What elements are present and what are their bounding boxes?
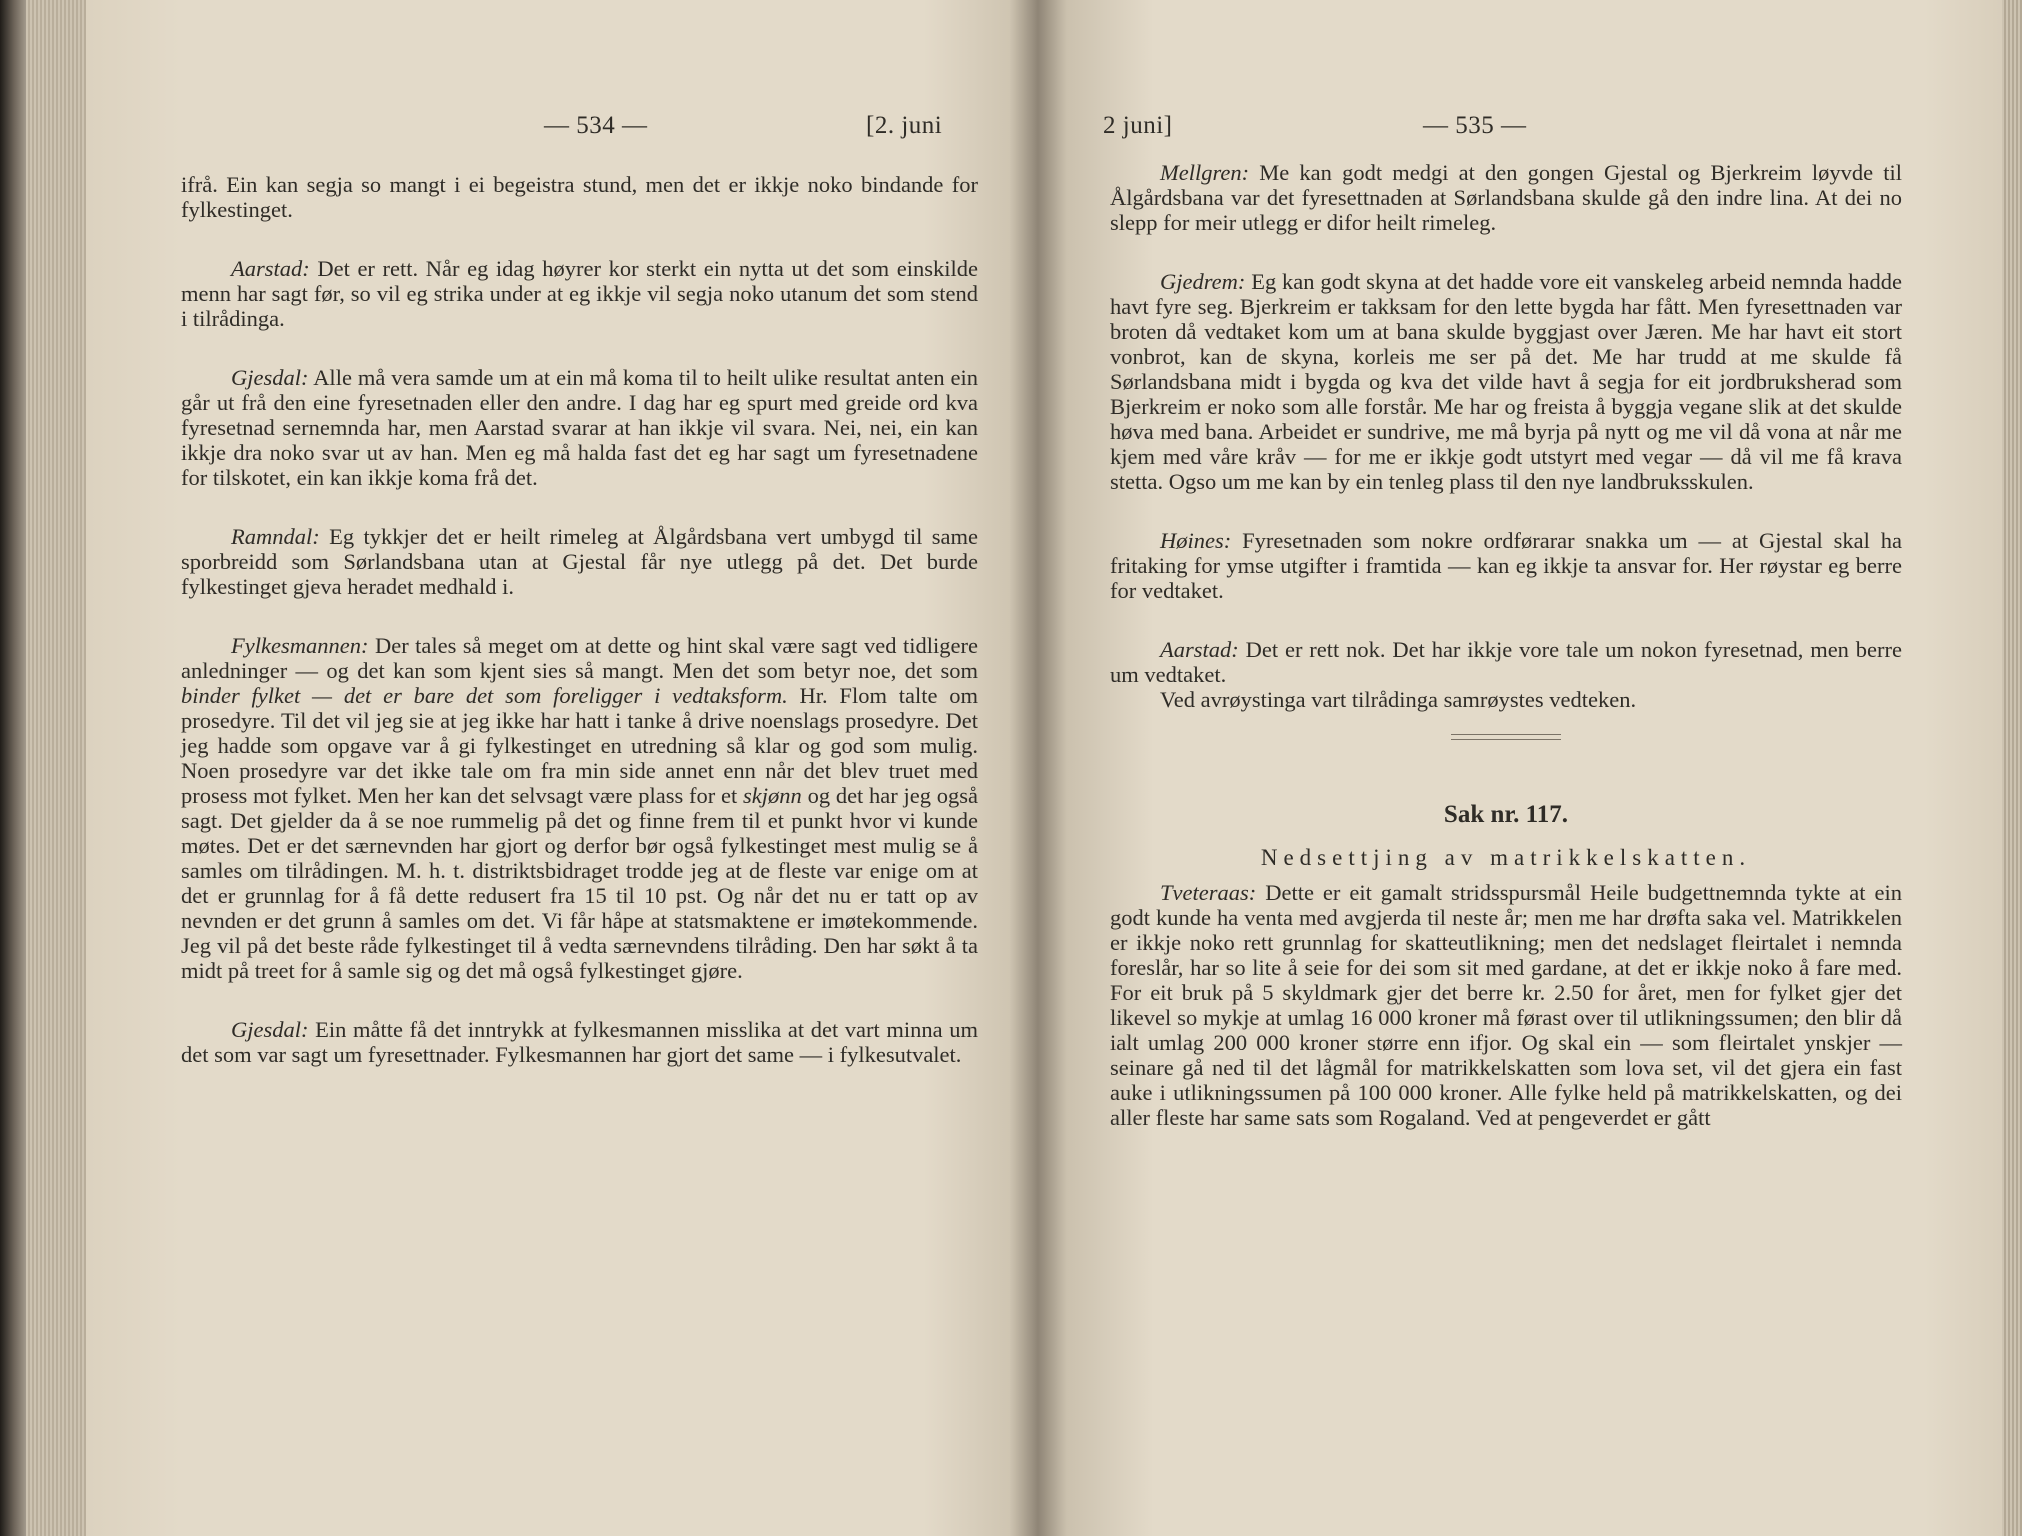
paragraph xyxy=(1110,687,1902,712)
book-edge-shadow xyxy=(0,0,26,1536)
paragraph xyxy=(181,633,978,983)
speaker-name: Tveteraas: xyxy=(1160,880,1257,905)
speaker-name: Fylkesmannen: xyxy=(231,633,369,658)
paragraph xyxy=(181,365,978,490)
speaker-name: Mellgren: xyxy=(1160,160,1250,185)
page-stack-left xyxy=(26,0,86,1536)
paragraph-text: Der tales så meget om at dette og hint skal være sagt ved tidligere anledninger — og det kan som kjent sies så mangt. Men det som betyr noe, det som xyxy=(181,633,979,683)
paragraph-text: og det har jeg også sagt. Det gjelder da å se noe rummelig på det og finne frem til et punkt hvor vi kunde møtes. Det er det særnevnden har gjort og derfor bør også fylkestinget mest mulig se å samles om tilrådingen. M. h. t. distriktsbidraget trodde jeg at de fleste var enige om at det er grunnlag for å få dette redusert fra 15 til 10 pst. Og når det nu er tatt op av nevnden er det grunn å samles om det. Vi får håpe at statsmaktene er imøtekommende. Jeg vil på det beste råde fylkestinget til å vedta særnevndens tilråding. Den har søkt å ta midt på treet for å samle sig og det må også fylkestinget gjøre. xyxy=(181,783,979,983)
paragraph xyxy=(1110,880,1902,1130)
speaker-name: Aarstad: xyxy=(1160,637,1239,662)
paragraph-text: Dette er eit gamalt stridsspursmål Heile budgettnemnda tykte at ein godt kunde ha venta med avgjerda til neste år; men me har drøfta saka vel. Matrikkelen er ikkje noko rett grunnlag for skatteutlikning; men det nedslaget fleirtalet i nemnda foreslår, har so lite å seie for dei som sit med gardane, at det er ikkje noko å fare med. For eit bruk på 5 skyldmark gjer det berre kr. 2.50 for året, men for fylket gjer det likevel so mykje at umlag 16 000 kroner må førast over til utlikningssumen; den blir då ialt umlag 200 000 kroner større enn ifjor. Og skal ein — som fleirtalet ynskjer — seinare gå ned til det lågmål for matrikkelskatten som lova set, vil det gjera ein fast auke i utlikningssumen på 100 000 kroner. Alle fylke held på matrikkelskatten, og dei aller fleste har same sats som Rogaland. Ved at pengeverdet er gått xyxy=(1110,880,1902,1130)
left-page-date: [2. juni xyxy=(866,112,943,139)
paragraph xyxy=(1110,269,1902,494)
left-text-column xyxy=(181,172,978,1067)
emphasis-text: skjønn xyxy=(743,783,802,808)
paragraph xyxy=(1110,528,1902,603)
right-text-column xyxy=(1110,160,1902,1130)
speaker-name: Høines: xyxy=(1160,528,1232,553)
paragraph-text: Det er rett nok. Det har ikkje vore tale um nokon fyresetnad, men berre um vedtaket. xyxy=(1110,637,1902,687)
paragraph-text: Alle må vera samde um at ein må koma til to heilt ulike resultat anten ein går ut frå den eine fyresetnaden eller den andre. I dag har eg spurt med greide ord kva fyresetnad sernemnda har, men Aarstad svarar at han ikkje vil svara. Nei, nei, ein kan ikkje dra noko svar ut av han. Men eg må halda fast det eg har sagt um fyresetnadene for tilskotet, ein kan ikkje koma frå det. xyxy=(181,365,979,490)
right-page-number: — 535 — xyxy=(1423,112,1527,139)
speaker-name: Ramndal: xyxy=(231,524,320,549)
paragraph-text: Eg tykkjer det er heilt rimeleg at Ålgårdsbana vert umbygd til same sporbreidd som Sørlandsbana utan at Gjestal får nye utlegg på det. Det burde fylkestinget gjeva heradet medhald i. xyxy=(181,524,978,599)
paragraph-text: Det er rett. Når eg idag høyrer kor sterkt ein nytta ut det som einskilde menn har sagt før, so vil eg strika under at eg ikkje vil segja noko utanum det som stend i tilrådinga. xyxy=(181,256,979,331)
paragraph-text: Me kan godt medgi at den gongen Gjestal og Bjerkreim løyvde til Ålgårdsbana var det fyresettnaden at Sørlandsbana skulde gå den indre lina. At dei no slepp for meir utlegg er difor heilt rimeleg. xyxy=(1110,160,1903,235)
left-page xyxy=(86,0,1038,1536)
paragraph xyxy=(1110,160,1902,235)
section-divider xyxy=(1451,734,1561,740)
emphasis-text: binder fylket — det er bare det som foreligger i vedtaksform. xyxy=(181,683,788,708)
speaker-name: Gjedrem: xyxy=(1160,269,1246,294)
paragraph xyxy=(181,172,978,222)
speaker-name: Aarstad: xyxy=(231,256,310,281)
paragraph-text: Ein måtte få det inntrykk at fylkesmannen misslika at det vart minna um det som var sagt um fyresettnader. Fylkesmannen har gjort det same — i fylkesutvalet. xyxy=(181,1017,978,1067)
paragraph-text: Hr. Flom talte om prosedyre. Til det vil jeg sie at jeg ikke har hatt i tanke å drive noenslags prosedyre. Det jeg hadde som opgave var å gi fylkestinget en utredning så klar og god som mulig. Noen prosedyre var det ikke tale om fra min side annet enn når det blev truet med prosess mot fylket. Men her kan det selvsagt være plass for et xyxy=(181,683,978,808)
speaker-name: Gjesdal: xyxy=(231,1017,309,1042)
case-title: Sak nr. 117. xyxy=(1443,801,1569,828)
case-subtitle: Nedsettjing av matrikkelskatten. xyxy=(1260,845,1752,870)
paragraph-text: ifrå. Ein kan segja so mangt i ei begeistra stund, men det er ikkje noko bindande for fylkestinget. xyxy=(181,172,978,222)
page-stack-right xyxy=(2002,0,2022,1536)
left-page-number: — 534 — xyxy=(544,112,648,139)
right-page xyxy=(1038,0,2002,1536)
paragraph-text: Ved avrøystinga vart tilrådinga samrøystes vedteken. xyxy=(1160,687,1637,712)
paragraph-text: Fyresetnaden som nokre ordførarar snakka um — at Gjestal skal ha fritaking for ymse utgifter i framtida — kan eg ikkje ta ansvar for. Her røystar eg berre for vedtaket. xyxy=(1110,528,1902,603)
speaker-name: Gjesdal: xyxy=(231,365,309,390)
paragraph-text: Eg kan godt skyna at det hadde vore eit vanskeleg arbeid nemnda hadde havt fyre seg. Bjerkreim er takksam for den lette bygda har fått. Men fyresettnaden var broten då vedtaket kom um at bana skulde byggjast over Jæren. Me har havt eit stort vonbrot, kan de skyna, korleis me ser på det. Me har trudd at me skulde få Sørlandsbana midt i bygda og kva det vilde havt å segja for eit jordbruksherad som Bjerkreim er noko som alle forstår. Me har og freista å byggja vegane slik at det skulde høva med bana. Arbeidet er sundrive, me må byrja på nytt og me vil då vona at når me kjem med våre kråv — for me er ikkje godt utstyrt med vegar — då vil me få krava stetta. Ogso um me kan by ein tenleg plass til den nye landbruksskulen. xyxy=(1110,269,1903,494)
paragraph xyxy=(181,256,978,331)
paragraph xyxy=(1110,637,1902,687)
right-page-date: 2 juni] xyxy=(1103,112,1173,139)
paragraph xyxy=(181,524,978,599)
paragraph xyxy=(181,1017,978,1067)
